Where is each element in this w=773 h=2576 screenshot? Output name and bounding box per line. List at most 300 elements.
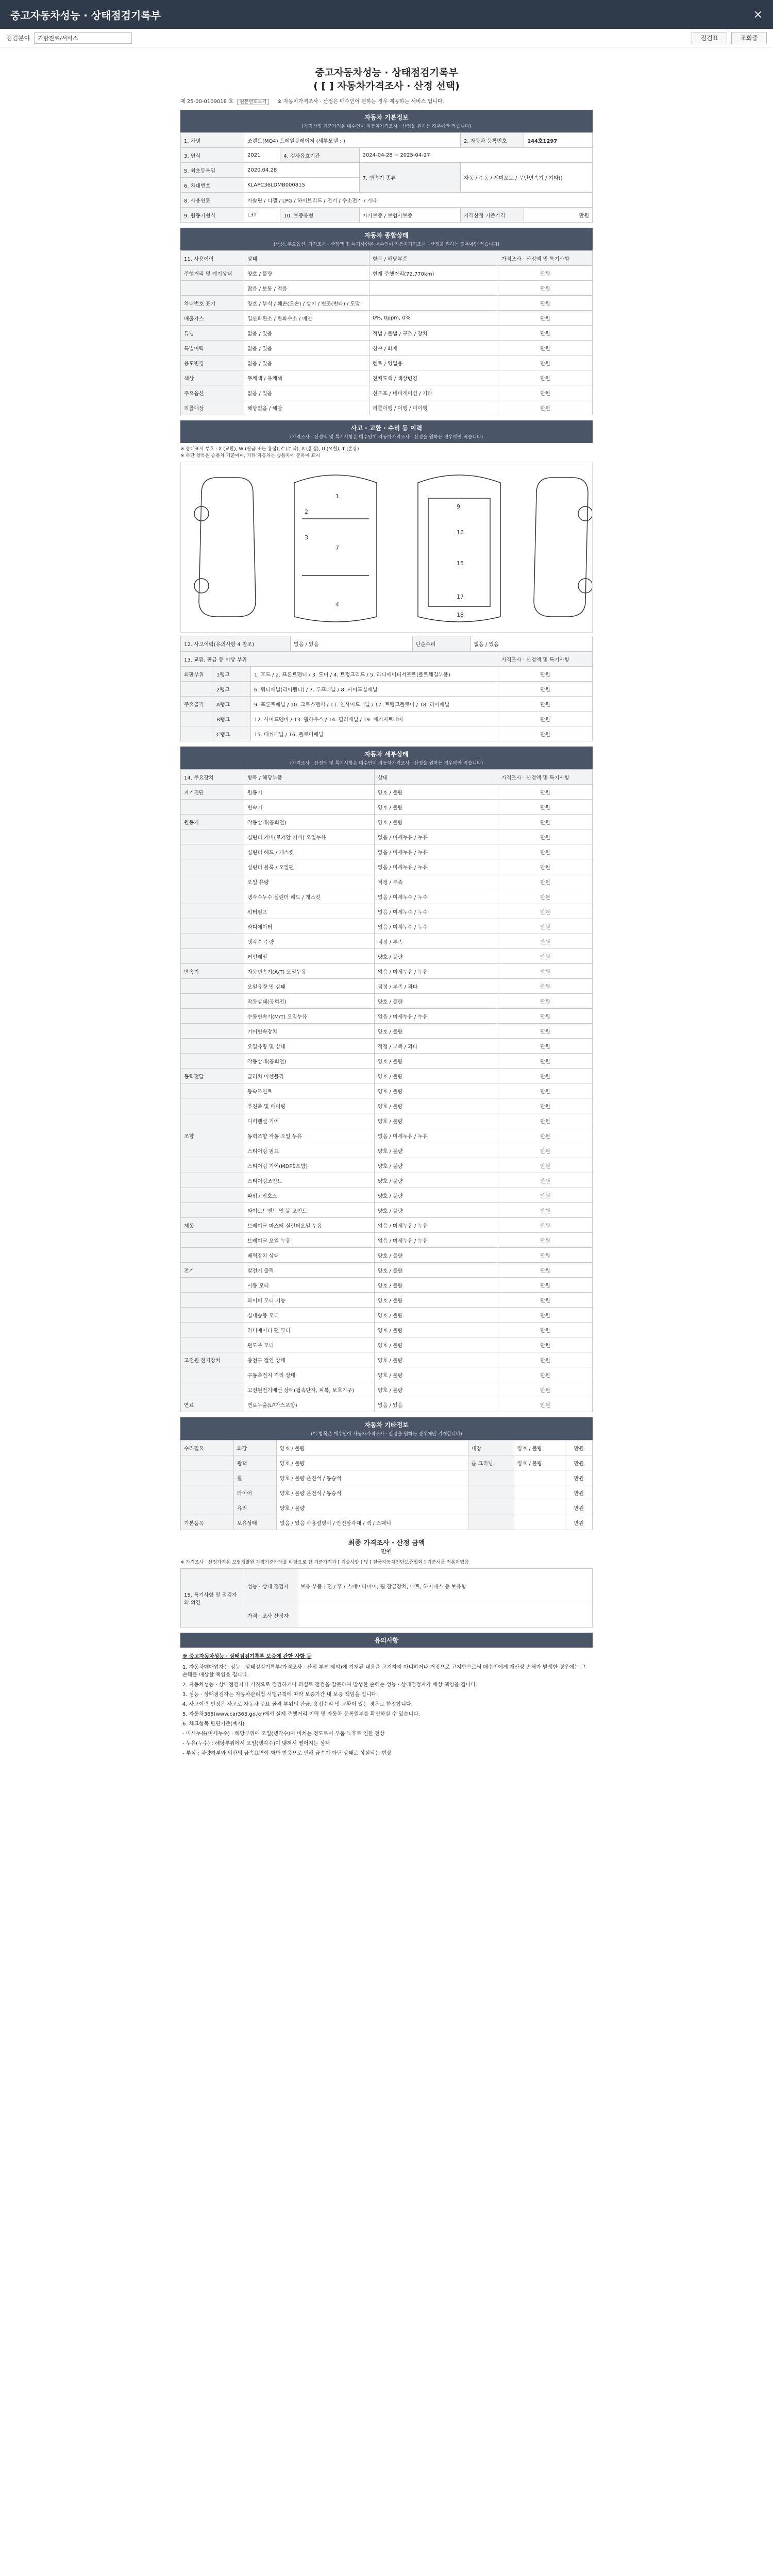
item-status[interactable]: 양호 / 불량 [277, 1500, 468, 1515]
item-status[interactable]: 적정 / 부족 [375, 874, 498, 889]
detail-row [181, 1233, 593, 1248]
row-price: 만원 [498, 1248, 593, 1263]
item-status[interactable]: 적정 / 부족 / 과다 [375, 979, 498, 994]
parts-row [181, 697, 593, 711]
row-price: 만원 [498, 1352, 593, 1367]
row-price: 만원 [498, 711, 593, 726]
row-price: 만원 [565, 1470, 593, 1485]
detail-row [181, 859, 593, 874]
item-label: 오일유량 및 상태 [244, 979, 375, 994]
item-status[interactable]: 없음 / 미세누수 / 누수 [375, 889, 498, 904]
row-label: 리콜대상 [181, 400, 244, 415]
cell-label: 3. 연식 [181, 148, 244, 163]
row-price: 만원 [498, 1128, 593, 1143]
cell-value: 가솔린 / 디젤 / LPG / 하이브리드 / 전기 / 수소전기 / 기타 [244, 193, 593, 208]
group-label [181, 711, 213, 726]
row-price: 만원 [498, 682, 593, 697]
device-label [181, 859, 244, 874]
repair-value[interactable]: 없음 / 있음 [470, 636, 593, 651]
row-label: 용도변경 [181, 355, 244, 370]
original-view-button[interactable]: 원본번호보기 [237, 99, 269, 105]
item-status[interactable] [514, 1470, 565, 1485]
legend-note-2: ※ 하단 항목은 승용차 기준이며, 기타 자동차는 승용차에 준하여 표시 [180, 453, 320, 459]
detail-row [181, 934, 593, 949]
status-row [181, 355, 593, 370]
row-items[interactable]: 렌트 / 영업용 [369, 355, 498, 370]
doc-info [180, 97, 593, 105]
item-label: 기어변속장치 [244, 1024, 375, 1039]
other-info-header [180, 1417, 593, 1440]
row-status[interactable]: 없음 / 있음 [244, 341, 369, 355]
device-label [181, 994, 244, 1009]
detail-row [181, 1248, 593, 1263]
detail-row [181, 1054, 593, 1069]
accident-label: 12. 사고이력(유의사항 4 참조) [181, 636, 291, 651]
device-label: 고전원 전기장치 [181, 1352, 244, 1367]
parts-row [181, 667, 593, 682]
item-status[interactable]: 없음 / 미세누수 / 누수 [375, 919, 498, 934]
item-status[interactable]: 없음 / 미세누유 / 누유 [375, 1218, 498, 1233]
row-price: 만원 [498, 874, 593, 889]
cell-label: 8. 사용연료 [181, 193, 244, 208]
item-status[interactable]: 양호 / 불량 [375, 1248, 498, 1263]
other-row [181, 1470, 593, 1485]
section-title: 자동차 종합상태 [364, 232, 409, 239]
parts-row [181, 726, 593, 741]
row-price: 만원 [498, 844, 593, 859]
status-row [181, 370, 593, 385]
notice-line: - 누유(누수) : 해당부위에서 오일(냉각수)이 맺혀서 떨어지는 상태 [182, 1741, 330, 1747]
detail-row [181, 829, 593, 844]
item-label: 실내송풍 모터 [244, 1308, 375, 1323]
item-status[interactable]: 양호 / 불량 [375, 1278, 498, 1293]
row-price: 만원 [498, 1323, 593, 1337]
appraiser-label: 가격 · 조사 산정자 [244, 1603, 297, 1628]
row-status[interactable]: 일산화탄소 / 탄화수소 / 매연 [244, 311, 369, 326]
item-label: 발전기 출력 [244, 1263, 375, 1278]
row-price: 만원 [498, 979, 593, 994]
device-label [181, 1293, 244, 1308]
item-status[interactable]: 양호 / 불량 [375, 949, 498, 964]
item-status[interactable]: 양호 / 불량 [375, 1203, 498, 1218]
cell-value: 2021 [244, 148, 280, 163]
device-label [181, 1367, 244, 1382]
device-label [181, 1143, 244, 1158]
detail-row [181, 800, 593, 815]
group-label: 외판부위 [181, 667, 213, 682]
notice-line: - 미세누유(미세누수) : 해당부위에 오일(냉각수)이 비치는 정도로서 부품 노후로 인한 현상 [182, 1731, 385, 1737]
item-label: 오일 유량 [244, 874, 375, 889]
device-label [181, 1188, 244, 1203]
item-status[interactable]: 양호 / 불량 [375, 1024, 498, 1039]
item-status[interactable]: 양호 / 불량 [514, 1440, 565, 1455]
device-label [181, 1203, 244, 1218]
item-label: 실린더 헤드 / 개스킷 [244, 844, 375, 859]
doc-note: ※ 자동차가격조사 · 산정은 매수인이 원하는 경우 제공하는 서비스 입니다. [277, 99, 444, 105]
row-price: 만원 [498, 1263, 593, 1278]
item-status[interactable]: 양호 / 불량 운전석 / 동승석 [277, 1485, 468, 1500]
item-status[interactable]: 양호 / 불량 [375, 994, 498, 1009]
item-label: 브레이크 오일 누유 [244, 1233, 375, 1248]
device-label [181, 904, 244, 919]
col-header: 상태 [375, 770, 498, 785]
detail-row [181, 1382, 593, 1397]
cell-value: 쏘렌토(MQ4) 트레일블레이저 (세부모델 : ) [244, 133, 461, 148]
device-label [181, 979, 244, 994]
item-status[interactable]: 적정 / 부족 [375, 934, 498, 949]
item-status[interactable]: 없음 / 있음 [375, 1397, 498, 1412]
device-label [181, 1054, 244, 1069]
cell-value: 자동 / 수동 / 세미오토 / 무단변속기 / 기타() [461, 163, 593, 193]
section-title: 자동차 기본정보 [364, 114, 409, 121]
item-label: 수동변속기(M/T) 오일누유 [244, 1009, 375, 1024]
device-label [181, 1113, 244, 1128]
item-status[interactable]: 없음 / 있음 사용설명서 / 안전삼각대 / 잭 / 스패너 [277, 1515, 468, 1530]
item-status[interactable]: 양호 / 불량 [375, 1382, 498, 1397]
detail-row [181, 1039, 593, 1054]
row-items[interactable]: 적법 / 불법 / 구조 / 장치 [369, 326, 498, 341]
item-label: 자동변속기(A/T) 오일누유 [244, 964, 375, 979]
row-price: 만원 [498, 1024, 593, 1039]
item-label: 스티어링 펌프 [244, 1143, 375, 1158]
col-header: 가격조사 · 산정액 및 특기사항 [498, 770, 593, 785]
item-status[interactable]: 양호 / 불량 [375, 1263, 498, 1278]
item-status[interactable]: 양호 / 불량 [375, 1158, 498, 1173]
item-label: 타이로드엔드 및 볼 조인트 [244, 1203, 375, 1218]
row-items[interactable]: 전체도색 / 색상변경 [369, 370, 498, 385]
row-items[interactable] [369, 281, 498, 296]
row-items[interactable]: 리콜이행 / 이행 / 미이행 [369, 400, 498, 415]
item-label: 유리 [234, 1500, 277, 1515]
item-label: 작동상태(공회전) [244, 994, 375, 1009]
detail-row [181, 949, 593, 964]
parts-row [181, 682, 593, 697]
row-price: 만원 [498, 1367, 593, 1382]
inspector-label: 성능 · 상태 점검자 [244, 1569, 297, 1603]
row-status[interactable]: 무채색 / 유채색 [244, 370, 369, 385]
other-row [181, 1515, 593, 1530]
other-row [181, 1500, 593, 1515]
device-label: 전기 [181, 1263, 244, 1278]
item-label: 원동기 [244, 785, 375, 800]
cell-label: 가격산정 기준가격 [461, 208, 524, 223]
status-row [181, 281, 593, 296]
row-price: 만원 [498, 1009, 593, 1024]
detail-row [181, 1308, 593, 1323]
part-label: 17 [457, 594, 464, 600]
row-price: 만원 [498, 1293, 593, 1308]
detail-row [181, 1367, 593, 1382]
section-title: 사고 · 교환 · 수리 등 이력 [350, 425, 423, 432]
rank-label: C랭크 [213, 726, 250, 741]
overall-status-header [180, 228, 593, 250]
item-status[interactable] [514, 1500, 565, 1515]
detail-row [181, 785, 593, 800]
item-label: 작동상태(공회전) [244, 1054, 375, 1069]
status-row [181, 296, 593, 311]
final-price-note: ※ 가격조사 · 산정가격은 보험개발원 차량기준가액을 바탕으로 한 기준가격과 [ 기술사항 ] 및 [ 한국자동차진단보증협회 ] 기준서를 적용하였음 [180, 1560, 469, 1565]
item-status[interactable]: 양호 / 불량 [375, 1054, 498, 1069]
detail-row [181, 964, 593, 979]
device-label: 연료 [181, 1397, 244, 1412]
device-label [181, 1024, 244, 1039]
row-status[interactable]: 많음 / 보통 / 적음 [244, 281, 369, 296]
item-label [468, 1500, 514, 1515]
group-label: 수리필요 [181, 1440, 234, 1455]
item-label: 파워고압호스 [244, 1188, 375, 1203]
legend-note: ※ 상태표시 부호 : X (교환), W (판금 또는 용접), C (부식), A (흠집), U (요철), T (손상) [180, 447, 359, 452]
row-price: 만원 [498, 1188, 593, 1203]
row-price: 만원 [498, 994, 593, 1009]
item-status[interactable]: 양호 / 불량 [375, 1308, 498, 1323]
item-status[interactable]: 양호 / 불량 [514, 1455, 565, 1470]
cell-label: 10. 보증유형 [280, 208, 359, 223]
row-price: 만원 [498, 266, 593, 281]
row-status[interactable]: 양호 / 불량 [244, 266, 369, 281]
detail-row [181, 1069, 593, 1083]
car-diagram [180, 462, 593, 633]
device-label [181, 1323, 244, 1337]
part-label: 1 [335, 493, 339, 500]
status-row [181, 326, 593, 341]
item-label: 디퍼렌셜 기어 [244, 1113, 375, 1128]
detail-row [181, 844, 593, 859]
row-items[interactable]: 현재 주행거리(72,770km) [369, 266, 498, 281]
item-label: 커먼레일 [244, 949, 375, 964]
special-notes-table [180, 1568, 593, 1628]
detail-row [181, 889, 593, 904]
other-row [181, 1455, 593, 1470]
cell-label: 6. 차대번호 [181, 178, 244, 193]
row-status[interactable]: 없음 / 있음 [244, 355, 369, 370]
part-label: 4 [335, 601, 339, 608]
device-label [181, 1248, 244, 1263]
device-label [181, 934, 244, 949]
status-row [181, 385, 593, 400]
item-status[interactable] [514, 1485, 565, 1500]
notice-line: - 부식 : 차량하부와 외판의 금속표면이 화학 반응으로 인해 금속이 아닌 상태로 상실되는 현상 [182, 1751, 392, 1756]
row-price: 만원 [498, 1083, 593, 1098]
row-status[interactable]: 양호 / 부식 / 훼손(오손) / 상이 / 변조(변타) / 도말 [244, 296, 369, 311]
item-status[interactable]: 없음 / 미세누유 / 누유 [375, 829, 498, 844]
notice-line: 1. 자동차매매업자는 성능 · 상태점검기록부(가격조사 · 산정 부분 제외)에 기재된 내용을 고지하지 아니하거나 거짓으로 고지함으로써 매수인에게 재산상 손해가 발생한 경우에는 그 손해를 배상할 책임을 집니다. [182, 1665, 586, 1678]
device-label [181, 874, 244, 889]
row-label: 주요옵션 [181, 385, 244, 400]
row-label: 배출가스 [181, 311, 244, 326]
item-status[interactable]: 없음 / 미세누유 / 누유 [375, 844, 498, 859]
row-label: 색상 [181, 370, 244, 385]
detail-row [181, 1158, 593, 1173]
row-price: 만원 [498, 1308, 593, 1323]
item-status[interactable]: 양호 / 불량 [375, 1188, 498, 1203]
row-price: 만원 [498, 1158, 593, 1173]
inspector-opinion: 보유 부품 : 전 / 후 / 스페어타이어, 휠 잠금장치, 매트, 하이패스 등 보유함 [297, 1569, 593, 1603]
inspection-button[interactable]: 점검표 [692, 32, 727, 44]
notice-body [180, 1648, 593, 1765]
item-status[interactable]: 양호 / 불량 [375, 1143, 498, 1158]
status-row [181, 341, 593, 355]
notice-line: 3. 성능 · 상태점검자는 자동차관리법 시행규칙에 따라 보증기간 내 보증 책임을 집니다. [182, 1692, 378, 1698]
accident-value[interactable]: 없음 / 있음 [291, 636, 413, 651]
device-label [181, 1382, 244, 1397]
row-price: 만원 [498, 919, 593, 934]
item-status[interactable]: 양호 / 불량 [375, 815, 498, 829]
item-status[interactable]: 없음 / 미세누유 / 누유 [375, 1233, 498, 1248]
item-status[interactable]: 양호 / 불량 [277, 1440, 468, 1455]
other-row [181, 1485, 593, 1500]
item-label: 보유상태 [234, 1515, 277, 1530]
item-status[interactable]: 없음 / 미세누수 / 누수 [375, 904, 498, 919]
device-label [181, 919, 244, 934]
row-status[interactable]: 없음 / 있음 [244, 385, 369, 400]
part-label: 9 [457, 503, 460, 510]
item-label: 스티어링조인트 [244, 1173, 375, 1188]
part-label: 7 [335, 545, 339, 551]
item-label: 변속기 [244, 800, 375, 815]
row-price: 만원 [565, 1485, 593, 1500]
detail-row [181, 1173, 593, 1188]
detail-row [181, 1024, 593, 1039]
row-label: 튜닝 [181, 326, 244, 341]
row-items[interactable] [369, 296, 498, 311]
section-title: 유의사항 [374, 1637, 399, 1644]
row-price: 만원 [498, 1278, 593, 1293]
detail-row [181, 1352, 593, 1367]
row-price: 만원 [498, 1143, 593, 1158]
row-price: 만원 [498, 889, 593, 904]
item-status[interactable]: 양호 / 불량 [375, 1173, 498, 1188]
parts-list[interactable]: 9. 프론트패널 / 10. 크로스멤버 / 11. 인사이드패널 / 17. 트렁크플로어 / 18. 리어패널 [250, 697, 498, 711]
row-status[interactable]: 없음 / 있음 [244, 326, 369, 341]
detail-row [181, 1083, 593, 1098]
item-label: 구동축전지 격리 상태 [244, 1367, 375, 1382]
row-items[interactable]: 0%, 0ppm, 0% [369, 311, 498, 326]
part-label: 15 [457, 560, 464, 567]
item-status[interactable]: 양호 / 불량 [375, 1069, 498, 1083]
basic-info-header [180, 110, 593, 132]
row-items[interactable]: 선루프 / 네비게이션 / 기타 [369, 385, 498, 400]
status-row [181, 400, 593, 415]
row-status[interactable]: 해당없음 / 해당 [244, 400, 369, 415]
detail-row [181, 1188, 593, 1203]
item-status[interactable]: 없음 / 미세누유 / 누유 [375, 1009, 498, 1024]
item-label: 냉각수 수량 [244, 934, 375, 949]
item-status[interactable]: 양호 / 불량 [375, 785, 498, 800]
col-header: 항목 / 해당부품 [369, 251, 498, 266]
row-price: 만원 [565, 1515, 593, 1530]
close-icon[interactable]: × [753, 8, 763, 21]
detail-row [181, 919, 593, 934]
item-status[interactable]: 양호 / 불량 [375, 1337, 498, 1352]
final-price-unit: 만원 [381, 1548, 392, 1555]
row-price: 만원 [498, 800, 593, 815]
detail-row [181, 1218, 593, 1233]
item-status[interactable]: 적정 / 부족 / 과다 [375, 1039, 498, 1054]
status-row [181, 311, 593, 326]
device-label [181, 800, 244, 815]
parts-header: 13. 교환, 판금 등 이상 부위 [181, 652, 498, 667]
row-price: 만원 [565, 1500, 593, 1515]
item-status[interactable]: 양호 / 불량 [277, 1455, 468, 1470]
row-items[interactable]: 침수 / 화재 [369, 341, 498, 355]
device-label [181, 1173, 244, 1188]
row-price: 만원 [498, 1098, 593, 1113]
item-label: 윈도우 모터 [244, 1337, 375, 1352]
row-price: 만원 [498, 355, 593, 370]
cell-value: 2020.04.28 [244, 163, 360, 178]
item-label: 라디에이터 팬 모터 [244, 1323, 375, 1337]
item-status[interactable]: 양호 / 불량 [375, 1352, 498, 1367]
col-header: 가격조사 · 산정액 및 특기사항 [498, 251, 593, 266]
group-label [181, 726, 213, 741]
device-label [181, 889, 244, 904]
device-label [181, 1098, 244, 1113]
item-status[interactable]: 양호 / 불량 [375, 800, 498, 815]
part-label: 2 [305, 509, 308, 515]
group-label: 주요골격 [181, 697, 213, 711]
group-label [181, 1455, 234, 1470]
group-label [181, 1500, 234, 1515]
row-price: 만원 [498, 726, 593, 741]
cell-label: 1. 차명 [181, 133, 244, 148]
detail-status-table [180, 769, 593, 1412]
detail-row [181, 1113, 593, 1128]
parts-list[interactable]: 1. 후드 / 2. 프론트펜더 / 3. 도어 / 4. 트렁크리드 / 5. 라디에이터서포트(볼트체결부품) [250, 667, 498, 682]
detail-row [181, 1263, 593, 1278]
col-header: 가격조사 · 산정액 및 특기사항 [498, 652, 593, 667]
parts-list[interactable]: 15. 대쉬패널 / 16. 플로어패널 [250, 726, 498, 741]
item-status[interactable]: 양호 / 불량 [375, 1083, 498, 1098]
parts-list[interactable]: 12. 사이드멤버 / 13. 휠하우스 / 14. 필러패널 / 19. 패키지트레이 [250, 711, 498, 726]
item-label: 라디에이터 [244, 919, 375, 934]
row-price: 만원 [498, 667, 593, 682]
item-label: 워터펌프 [244, 904, 375, 919]
section-title: 자동차 기타정보 [364, 1421, 409, 1429]
form-title: 중고자동차성능 · 상태점검기록부 [315, 67, 458, 78]
special-label: 15. 특기사항 및 점검자의 의견 [181, 1569, 244, 1628]
col-header: 상태 [244, 251, 369, 266]
parts-list[interactable]: 6. 쿼터패널(리어펜더) / 7. 루프패널 / 8. 사이드실패널 [250, 682, 498, 697]
toolbar [0, 29, 773, 47]
device-label [181, 1337, 244, 1352]
group-label [181, 1485, 234, 1500]
row-price: 만원 [498, 370, 593, 385]
item-status[interactable]: 양호 / 불량 [375, 1098, 498, 1113]
detail-row [181, 1009, 593, 1024]
item-status[interactable] [514, 1515, 565, 1530]
item-status[interactable]: 양호 / 불량 [375, 1113, 498, 1128]
col-header: 항목 / 해당부품 [244, 770, 375, 785]
item-status[interactable]: 양호 / 불량 [375, 1323, 498, 1337]
item-status[interactable]: 양호 / 불량 [375, 1367, 498, 1382]
device-label: 자기진단 [181, 785, 244, 800]
row-price: 만원 [498, 829, 593, 844]
item-status[interactable]: 양호 / 불량 [375, 1293, 498, 1308]
item-status[interactable]: 없음 / 미세누유 / 누유 [375, 964, 498, 979]
accident-table [180, 636, 593, 651]
detail-row [181, 1323, 593, 1337]
category-select[interactable]: 가랑진로/서비스 [34, 32, 132, 44]
lookup-button[interactable]: 조회중 [731, 32, 767, 44]
detail-row [181, 904, 593, 919]
cell-label: 5. 최초등록일 [181, 163, 244, 178]
detail-status-header [180, 747, 593, 769]
item-status[interactable]: 없음 / 미세누유 / 누유 [375, 1128, 498, 1143]
detail-row [181, 1098, 593, 1113]
item-label [468, 1515, 514, 1530]
item-status[interactable]: 양호 / 불량 운전석 / 동승석 [277, 1470, 468, 1485]
item-status[interactable]: 없음 / 미세누유 / 누유 [375, 859, 498, 874]
